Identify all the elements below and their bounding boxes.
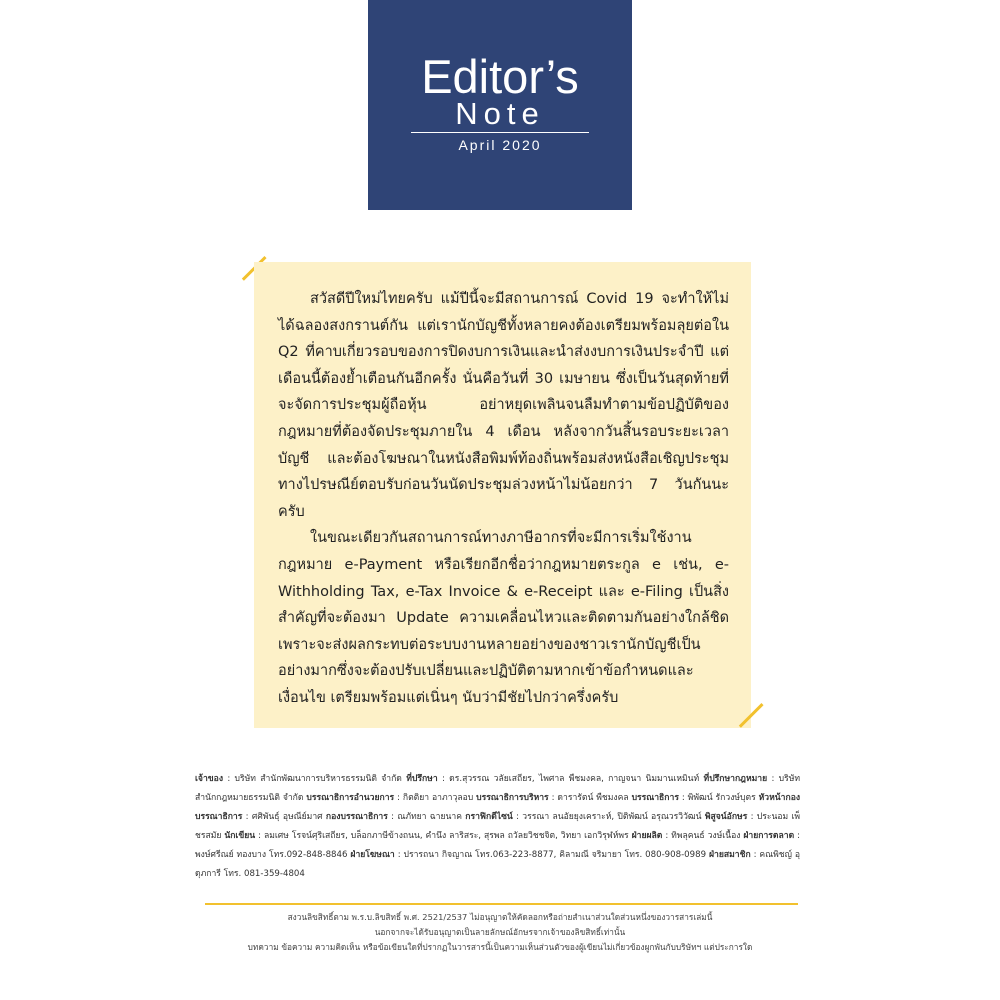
copyright-line: บทความ ข้อความ ความคิดเห็น หรือข้อเขียนใดที่ปรากฏในวารสารนี้เป็นความเห็นส่วนตัวของผู้เขียนไม่เกี่ยวข้องผูกพันกับบริษัทฯ แต่ประการใด (247, 942, 753, 952)
editors-note-header (368, 0, 632, 210)
credit-entry: ฝ่ายสมาชิก : คณพิชญ์ อุดุภการี โทร. 081-359-4804 (195, 850, 801, 879)
credit-entry: ฝ่ายผลิต : ทิพลุคนธ์ วงษ์เนื้อง (631, 831, 741, 841)
credit-entry: ที่ปรึกษากฎหมาย : บริษัท สำนักกฎหมายธรรมนิติ จำกัด (195, 774, 801, 803)
copyright-line: สงวนลิขสิทธิ์ตาม พ.ร.บ.ลิขสิทธิ์ พ.ศ. 2521/2537 ไม่อนุญาตให้คัดลอกหรือถ่ายสำเนาส่วนใดส่วนหนึ่งของวารสารเล่มนี้ (287, 912, 713, 922)
credit-entry: บรรณาธิการบริหาร : ดารารัตน์ พืชมงคล (476, 793, 629, 803)
header-divider (411, 132, 589, 133)
credit-entry: พิสูจน์อักษร : ประนอม เพ็ชรสมัย (195, 812, 801, 841)
note-paragraph-1: สวัสดีปีใหม่ไทยครับ แม้ปีนี้จะมีสถานการณ์ Covid 19 จะทำให้ไม่ได้ฉลองสงกรานต์กัน แต่เรานักบัญชีทั้งหลายคงต้องเตรียมพร้อมลุยต่อใน Q2 ที่คาบเกี่ยวรอบของการปิดงบการเงินและนำส่งงบการเงินประจำปี แต่เดือนนี้ต้องย้ำเตือนกันอีกครั้ง นั่นคือวันที่ 30 เมษายน ซึ่งเป็นวันสุดท้ายที่จะจัดการประชุมผู้ถือหุ้น อย่าหยุดเพลินจนลืมทำตามข้อปฏิบัติของกฎหมายที่ต้องจัดประชุมภายใน 4 เดือน หลังจากวันสิ้นรอบระยะเวลาบัญชี และต้องโฆษณาในหนังสือพิมพ์ท้องถิ่นพร้อมส่งหนังสือเชิญประชุมทางไปรษณีย์ตอบรับก่อนวันนัดประชุมล่วงหน้าไม่น้อยกว่า 7 วันกันนะครับ (278, 291, 729, 520)
credit-entry: นักเขียน : ลมเศษ โรจน์ศุริเสถียร, บล็อกภาษีข้างถนน, คำนึง ลาริสระ, สุรพล ถวัลยวิชชจิต, วิทยา เอกวิรุฬห์พร (224, 831, 629, 841)
header-subtitle: Note (455, 96, 545, 131)
credit-entry: บรรณาธิการอำนวยการ : กิตติยา อาภาวุลอบ (306, 793, 474, 803)
masthead-credits (195, 770, 800, 884)
header-date: April 2020 (458, 137, 542, 153)
note-paragraph-2: ในขณะเดียวกันสถานการณ์ทางภาษีอากรที่จะมีการเริ่มใช้งานกฎหมาย e-Payment หรือเรียกอีกชื่อว่ากฎหมายตระกูล e เช่น, e-Withholding Tax, e-Tax Invoice & e-Receipt และ e-Filing เป็นสิ่งสำคัญที่จะต้องมา Update ความเคลื่อนไหวและติดตามกันอย่างใกล้ชิด เพราะจะส่งผลกระทบต่อระบบงานหลายอย่างของชาวเรานักบัญชีเป็นอย่างมากซึ่งจะต้องปรับเปลี่ยนและปฏิบัติตามหากเข้าข้อกำหนดและเงื่อนไข เตรียมพร้อมแต่เนิ่นๆ นับว่ามีชัยไปกว่าครึ่งครับ (278, 530, 729, 706)
copyright-line: นอกจากจะได้รับอนุญาตเป็นลายลักษณ์อักษรจากเจ้าของลิขสิทธิ์เท่านั้น (374, 927, 626, 937)
editorial-note-box (254, 262, 751, 728)
credit-entry: หัวหน้ากองบรรณาธิการ : ศศิพันธุ์ อุษณีย์มาศ (195, 793, 801, 822)
footer-divider (205, 903, 798, 905)
credit-entry: กราฟิกดีไซน์ : วรรณา ลนอัยยุงเคราะห์, ปิติพัฒน์ อรุณวรวิวัฒน์ (465, 812, 702, 822)
credit-entry: ที่ปรึกษา : ดร.สุวรรณ วลัยเสถียร, ไพศาล พืชมงคล, กาญจนา นิมมานเหมินท์ (406, 774, 700, 784)
header-title: Editor’s (421, 50, 579, 103)
credit-entry: เจ้าของ : บริษัท สำนักพัฒนาการบริหารธรรมนิติ จำกัด (195, 774, 402, 784)
credit-entry: ฝ่ายโฆษณา : ปรารถนา กิจญาณ โทร.063-223-8877, คิลามณี จริมายา โทร. 080-908-0989 (350, 850, 707, 860)
copyright-notice (200, 910, 800, 955)
credit-entry: บรรณาธิการ : พิพัฒน์ รักวงษ์บุตร (631, 793, 756, 803)
credit-entry: ฝ่ายการตลาด : พงษ์ศรีณย์ ทองบาง โทร.092-848-8846 (195, 831, 801, 860)
credit-entry: กองบรรณาธิการ : ณภัทยา ฉายนาค (325, 812, 462, 822)
